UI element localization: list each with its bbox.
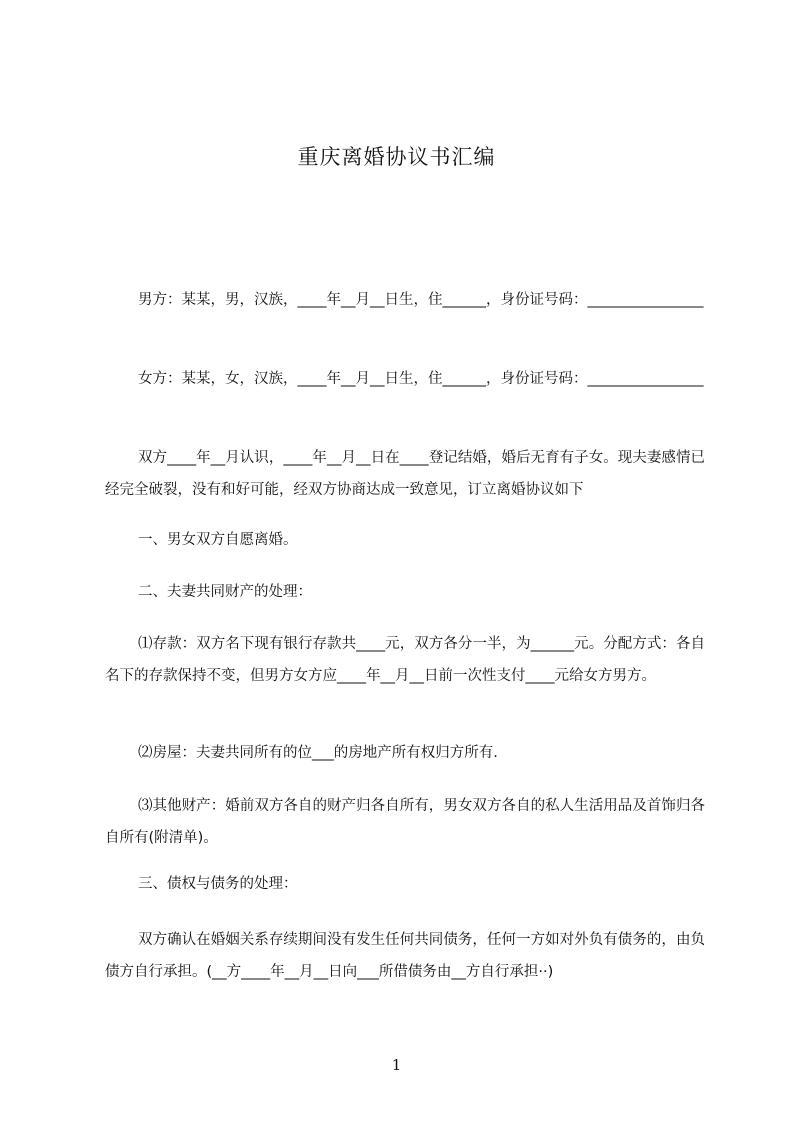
section-heading-1: 一、男女双方自愿离婚。 (138, 532, 298, 548)
female-party-paragraph: 女方：某某，女，汉族，____年__月__日生，住______，身份证号码：________________ (138, 371, 704, 387)
male-party-paragraph: 男方：某某，男，汉族，____年__月__日生，住______，身份证号码：________________ (138, 292, 704, 308)
debt-paragraph: 双方确认在婚姻关系存续期间没有发生任何共同债务，任何一方如对外负有债务的，由负债方自行承担。(__方____年__月__日向___所借债务由__方自行承担··) (105, 932, 705, 980)
deposit-paragraph: ⑴存款：双方名下现有银行存款共____元，双方各分一半，为______元。分配方式：各自名下的存款保持不变，但男方女方应____年__月__日前一次性支付____元给女方男方。 (105, 636, 705, 684)
intro-paragraph: 双方____年__月认识，____年__月__日在____登记结婚，婚后无育有子女。现夫妻感情已经完全破裂，没有和好可能，经双方协商达成一致意见，订立离婚协议如下 (105, 450, 705, 498)
section-heading-2: 二、夫妻共同财产的处理： (138, 584, 312, 600)
document-title: 重庆离婚协议书汇编 (297, 145, 496, 169)
page-number: 1 (391, 1056, 402, 1074)
house-paragraph: ⑵房屋：夫妻共同所有的位___的房地产所有权归方所有. (138, 745, 498, 761)
other-property-paragraph: ⑶其他财产：婚前双方各自的财产归各自所有，男女双方各自的私人生活用品及首饰归各自所有(附清单)。 (105, 798, 705, 846)
section-heading-3: 三、债权与债务的处理： (138, 876, 298, 892)
